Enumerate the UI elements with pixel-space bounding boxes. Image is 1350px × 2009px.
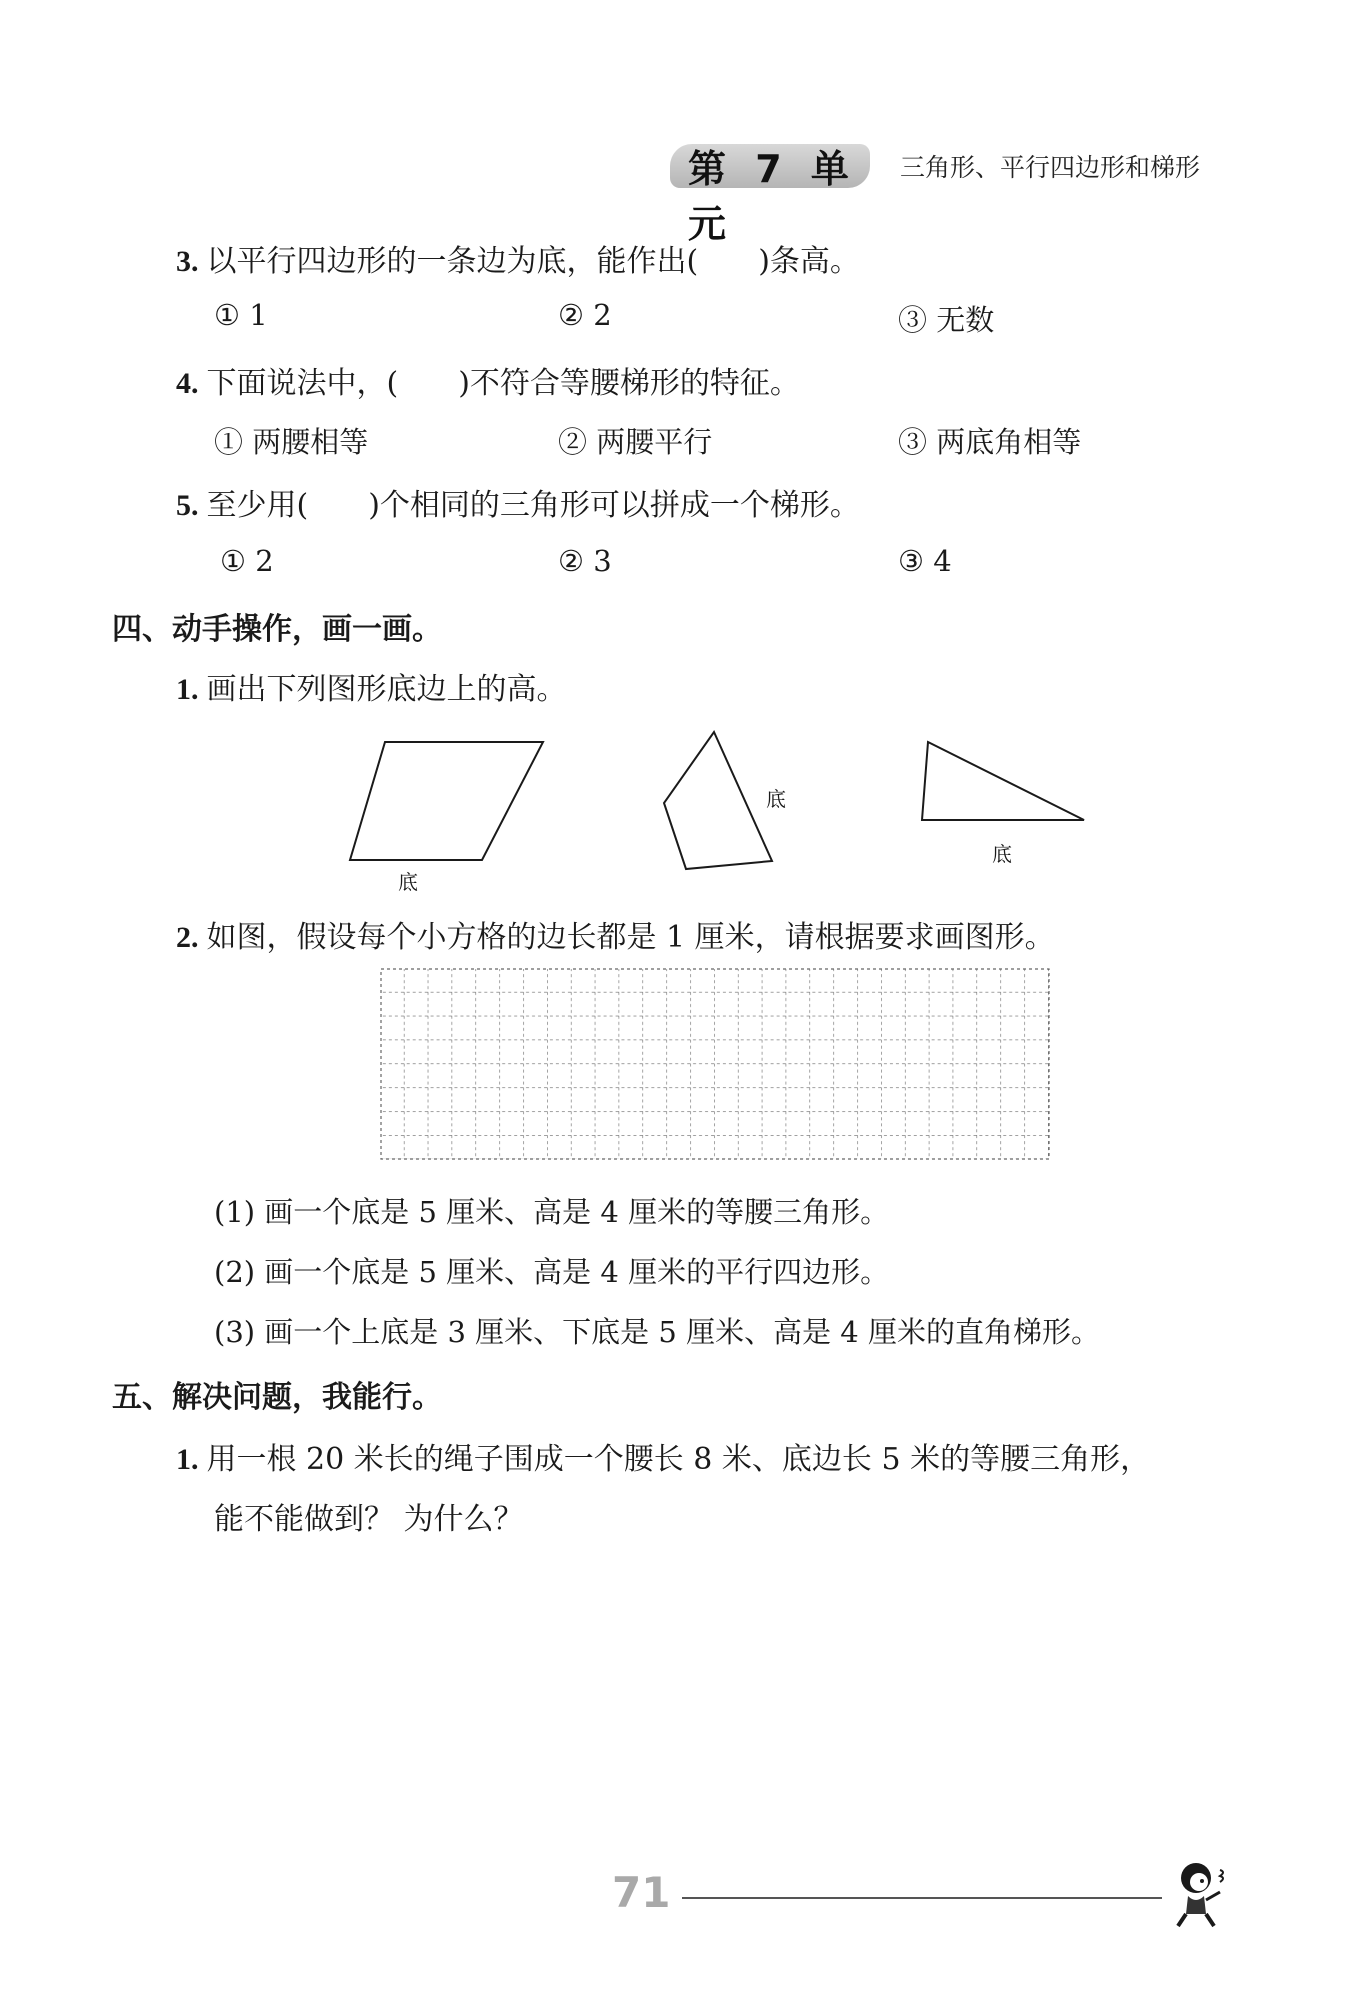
question-5-option-1: ① 2: [220, 544, 274, 578]
dotted-grid: [380, 968, 1052, 1160]
question-3-number: 3.: [176, 245, 199, 278]
question-4-text: 下面说法中，( )不符合等腰梯形的特征。: [206, 366, 800, 401]
question-4-option-1: ① 两腰相等: [214, 425, 369, 459]
question-4-option-3: ③ 两底角相等: [898, 425, 1082, 459]
question-3-option-2: ② 2: [558, 298, 612, 332]
page-number: 71: [612, 1868, 671, 1917]
footer-rule: [682, 1897, 1162, 1899]
unit-badge: [670, 138, 870, 246]
question-4-number: 4.: [176, 367, 199, 400]
section-5-question-1-number: 1.: [176, 1443, 199, 1476]
task-1: (1) 画一个底是 5 厘米、高是 4 厘米的等腰三角形。: [214, 1195, 890, 1229]
question-4-option-2: ② 两腰平行: [558, 425, 713, 459]
section-4-question-2-text: 如图，假设每个小方格的边长都是 1 厘米，请根据要求画图形。: [206, 920, 1055, 955]
section-4-question-1: [176, 664, 567, 708]
section-5-question-1: [176, 1434, 1150, 1478]
section-5-question-1-line2: 能不能做到？ 为什么？: [214, 1502, 524, 1537]
task-2: (2) 画一个底是 5 厘米、高是 4 厘米的平行四边形。: [214, 1255, 890, 1289]
question-5-option-2: ② 3: [558, 544, 612, 578]
question-3-option-1: ① 1: [214, 298, 268, 332]
mascot-icon: [1166, 1856, 1236, 1932]
question-5-option-3: ③ 4: [898, 544, 952, 578]
question-5: [176, 480, 860, 524]
section-5-title: 五、解决问题，我能行。: [112, 1380, 442, 1415]
question-3-option-3: ③ 无数: [898, 303, 995, 337]
section-4-question-2-number: 2.: [176, 921, 199, 954]
section-4-question-1-text: 画出下列图形底边上的高。: [206, 672, 567, 707]
question-5-text: 至少用( )个相同的三角形可以拼成一个梯形。: [206, 488, 860, 523]
question-3-text: 以平行四边形的一条边为底，能作出( )条高。: [206, 244, 860, 279]
triangle-shape: [922, 742, 1084, 820]
parallelogram-shape: [350, 742, 543, 860]
question-4: [176, 358, 800, 402]
section-4-question-2: [176, 912, 1055, 956]
section-4-question-1-number: 1.: [176, 673, 199, 706]
question-5-number: 5.: [176, 489, 199, 522]
parallelogram-base-label: 底: [398, 870, 418, 894]
triangle-base-label: 底: [992, 842, 1012, 866]
section-5-question-1-line1: 用一根 20 米长的绳子围成一个腰长 8 米、底边长 5 米的等腰三角形，: [206, 1442, 1151, 1477]
section-4-title: 四、动手操作，画一画。: [112, 612, 442, 647]
task-3: (3) 画一个上底是 3 厘米、下底是 5 厘米、高是 4 厘米的直角梯形。: [214, 1315, 1100, 1349]
shapes-figure: [330, 720, 1130, 900]
quadrilateral-base-label: 底: [766, 787, 786, 811]
question-3: [176, 236, 860, 280]
unit-subtitle: 三角形、平行四边形和梯形: [900, 153, 1201, 182]
quadrilateral-shape: [664, 732, 772, 869]
unit-label: 第 7 单元: [688, 147, 857, 246]
